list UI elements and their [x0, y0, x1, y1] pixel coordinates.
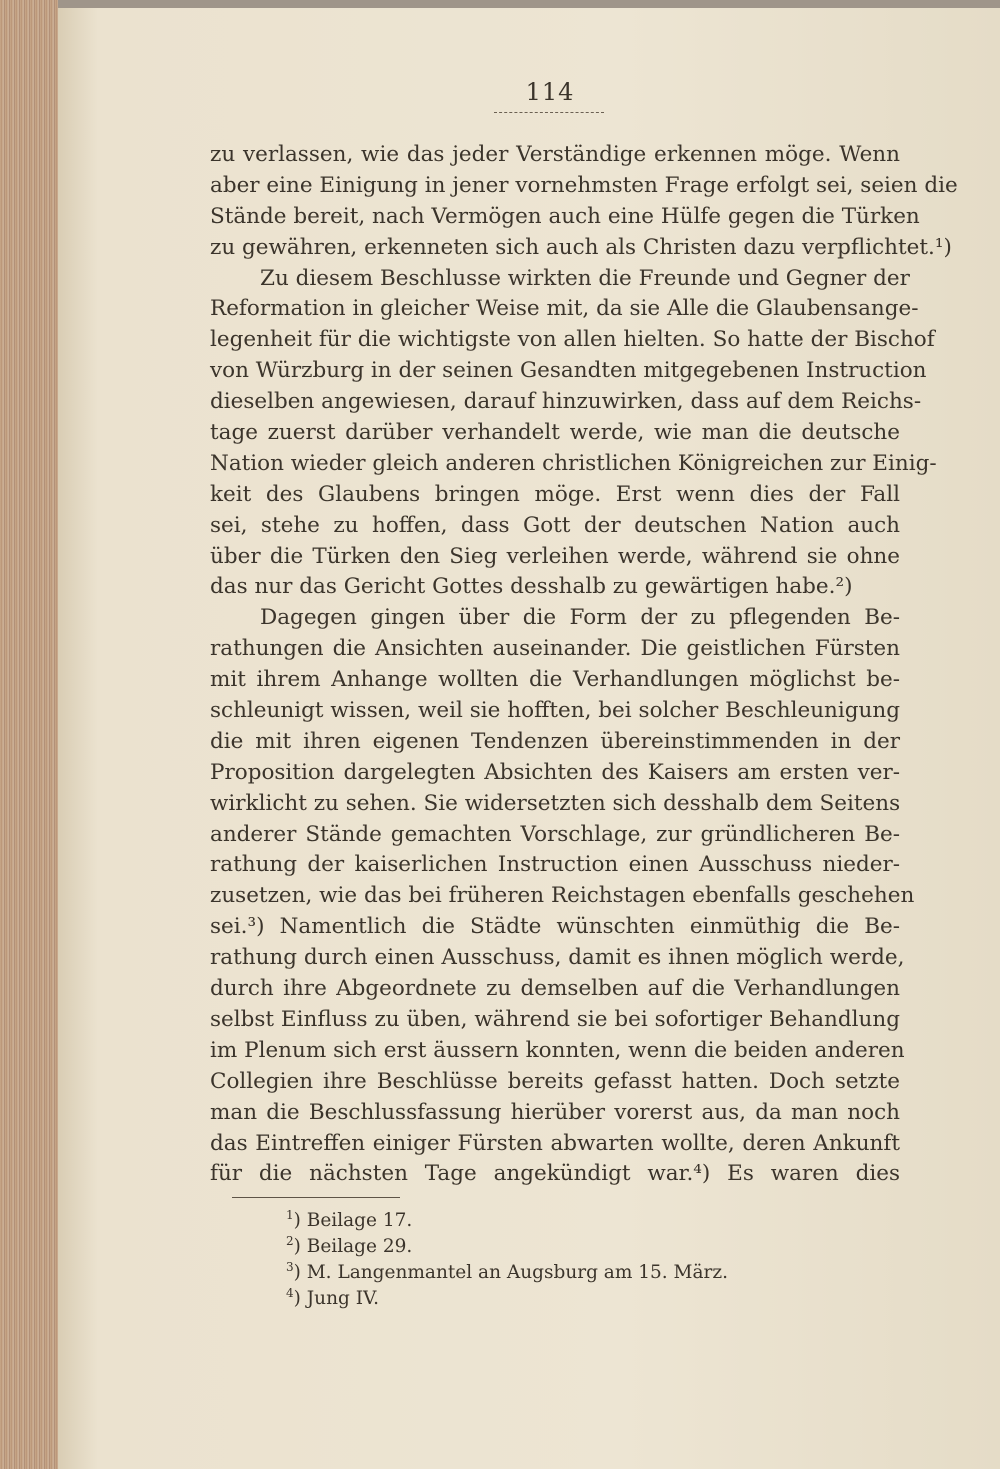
text-line: Nation wieder gleich anderen christlichen Königreichen zur Einig- [210, 450, 937, 476]
footnotes [286, 1208, 806, 1312]
page-number-rule [494, 112, 604, 113]
text-line: man die Beschlussfassung hierüber vorerst aus, da man noch [210, 1099, 900, 1125]
text-line: aber eine Einigung in jener vornehmsten Frage erfolgt sei, seien die [210, 172, 958, 198]
footnote-text: ) Jung IV. [293, 1288, 380, 1309]
footnote-mark: 2 [286, 1233, 294, 1248]
text-line: zu gewähren, erkenneten sich auch als Christen dazu verpflichtet.¹) [210, 234, 952, 260]
text-line: selbst Einfluss zu üben, während sie bei sofortiger Behandlung [210, 1006, 900, 1032]
body-text [210, 140, 958, 1190]
footnote-text: ) Beilage 29. [293, 1236, 413, 1257]
text-line: Stände bereit, nach Vermögen auch eine Hülfe gegen die Türken [210, 203, 920, 229]
text-line: wirklicht zu sehen. Sie widersetzten sich desshalb dem Seitens [210, 790, 901, 816]
text-line: die mit ihren eigenen Tendenzen übereinstimmenden in der [210, 728, 900, 754]
text-line: Reformation in gleicher Weise mit, da sie Alle die Glaubensange- [210, 296, 919, 322]
text-line: im Plenum sich erst äussern konnten, wenn die beiden anderen [210, 1037, 905, 1063]
text-line: rathung durch einen Ausschuss, damit es ihnen möglich werde, [210, 945, 905, 971]
text-line: tage zuerst darüber verhandelt werde, wie man die deutsche [210, 420, 900, 446]
page-number: 114 [525, 78, 575, 106]
text-line: keit des Glaubens bringen möge. Erst wenn dies der Fall [210, 481, 900, 507]
text-line: Dagegen gingen über die Form der zu pflegenden Be- [260, 605, 900, 631]
text-line: für die nächsten Tage angekündigt war.⁴) Es waren dies [210, 1161, 900, 1187]
text-line: das Eintreffen einiger Fürsten abwarten wollte, deren Ankunft [210, 1130, 900, 1156]
text-line: anderer Stände gemachten Vorschlage, zur gründlicheren Be- [210, 821, 900, 847]
footnote-text: ) M. Langenmantel an Augsburg am 15. März. [293, 1262, 729, 1283]
footnote-separator [232, 1197, 400, 1198]
text-line: das nur das Gericht Gottes desshalb zu gewärtigen habe.²) [210, 574, 853, 600]
book-page-edges [0, 0, 58, 1469]
footnote-mark: 4 [286, 1285, 294, 1300]
text-line: schleunigt wissen, weil sie hofften, bei solcher Beschleunigung [210, 698, 900, 724]
text-line: Proposition dargelegten Absichten des Kaisers am ersten ver- [210, 759, 900, 785]
footnote-text: ) Beilage 17. [293, 1210, 413, 1231]
text-line: Zu diesem Beschlusse wirkten die Freunde und Gegner der [260, 265, 910, 291]
text-line: zusetzen, wie das bei früheren Reichstagen ebenfalls geschehen [210, 883, 915, 909]
text-line: von Würzburg in der seinen Gesandten mitgegebenen Instruction [210, 358, 927, 384]
text-line: mit ihrem Anhange wollten die Verhandlungen möglichst be- [210, 667, 900, 693]
footnote [286, 1208, 806, 1234]
footnote-mark: 1 [286, 1207, 294, 1222]
text-line: Collegien ihre Beschlüsse bereits gefasst hatten. Doch setzte [210, 1068, 900, 1094]
text-line: rathung der kaiserlichen Instruction einen Ausschuss nieder- [210, 852, 900, 878]
top-page-edge [0, 0, 1000, 8]
text-line: zu verlassen, wie das jeder Verständige erkennen möge. Wenn [210, 142, 900, 167]
text-line: über die Türken den Sieg verleihen werde, während sie ohne [210, 543, 900, 569]
text-line: sei.³) Namentlich die Städte wünschten einmüthig die Be- [210, 914, 900, 940]
text-line: dieselben angewiesen, darauf hinzuwirken, dass auf dem Reichs- [210, 389, 922, 415]
footnote [286, 1286, 806, 1312]
text-line: rathungen die Ansichten auseinander. Die geistlichen Fürsten [210, 636, 900, 662]
text-line: legenheit für die wichtigste von allen hielten. So hatte der Bischof [210, 327, 935, 353]
text-line: durch ihre Abgeordnete zu demselben auf die Verhandlungen [210, 976, 900, 1002]
footnote-mark: 3 [286, 1259, 294, 1274]
footnote [286, 1260, 806, 1286]
text-line: sei, stehe zu hoffen, dass Gott der deutschen Nation auch [210, 512, 900, 538]
footnote [286, 1234, 806, 1260]
